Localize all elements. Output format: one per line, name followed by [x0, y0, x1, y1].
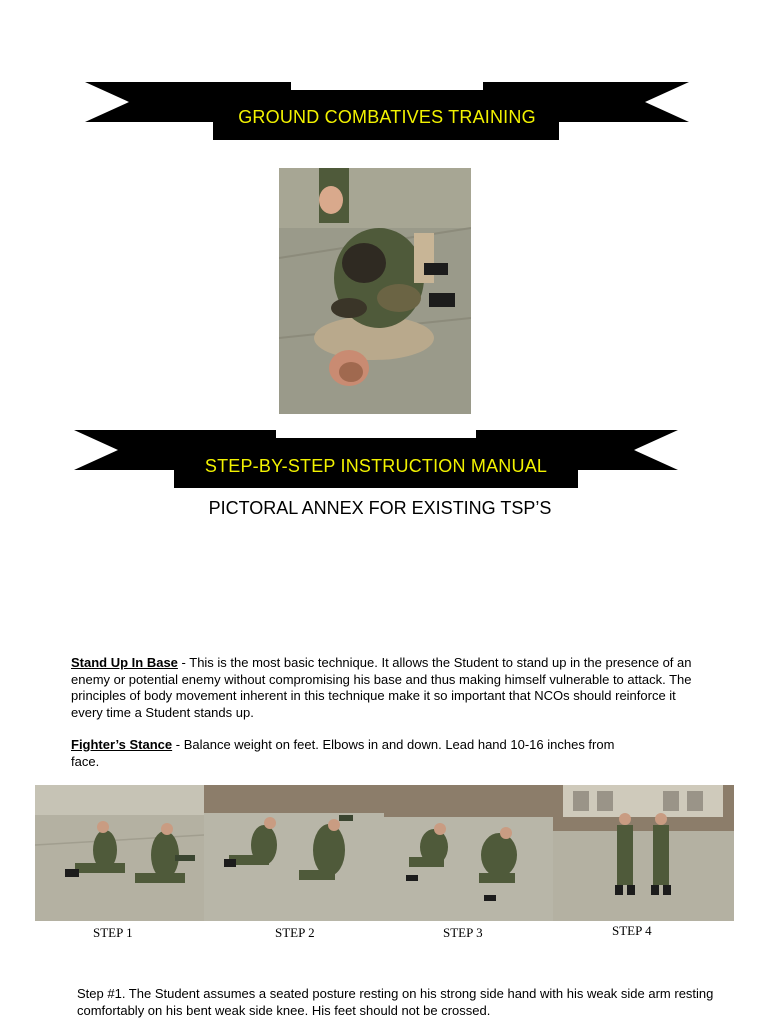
step-3-photo: [384, 785, 553, 921]
step-1-description: Step #1. The Student assumes a seated posture resting on his strong side hand with his weak side arm resting comfortably on his bent weak side knee. His feet should not be crossed.: [77, 986, 714, 1018]
fighters-stance-paragraph: [71, 737, 631, 770]
banner-middle-title: STEP-BY-STEP INSTRUCTION MANUAL: [204, 456, 548, 476]
stand-up-in-base-paragraph: [71, 655, 696, 721]
step-4-photo: [553, 785, 734, 921]
section-separator: -: [177, 655, 190, 670]
step-4-label: STEP 4: [612, 923, 652, 938]
step-2-photo: [204, 785, 384, 921]
section-term: Fighter’s Stance: [71, 737, 173, 752]
section-term: Stand Up In Base: [71, 655, 178, 670]
section-separator: -: [172, 737, 184, 752]
step-3-label: STEP 3: [443, 925, 483, 940]
banner-top: [85, 80, 689, 140]
section-text: Balance weight on feet. Elbows in and down. Lead hand 10-16 inches from face.: [71, 737, 615, 769]
banner-top-title: GROUND COMBATIVES TRAINING: [238, 107, 536, 127]
section-text: This is the most basic technique. It allows the Student to stand up in the presence of an enemy or potential enemy without compromising his base and thus making himself vulnerable to attack. The principles of body movement inherent in this technique make it so important that NCOs should reinforce it every time a Student stands up.: [71, 655, 692, 720]
step-1-label: STEP 1: [93, 925, 133, 940]
step-2-label: STEP 2: [275, 925, 315, 940]
hero-photo: [279, 168, 471, 414]
banner-middle: [74, 428, 678, 490]
pictoral-annex-subtitle: PICTORAL ANNEX FOR EXISTING TSP’S: [208, 498, 552, 518]
step-1-photo: [35, 785, 204, 921]
